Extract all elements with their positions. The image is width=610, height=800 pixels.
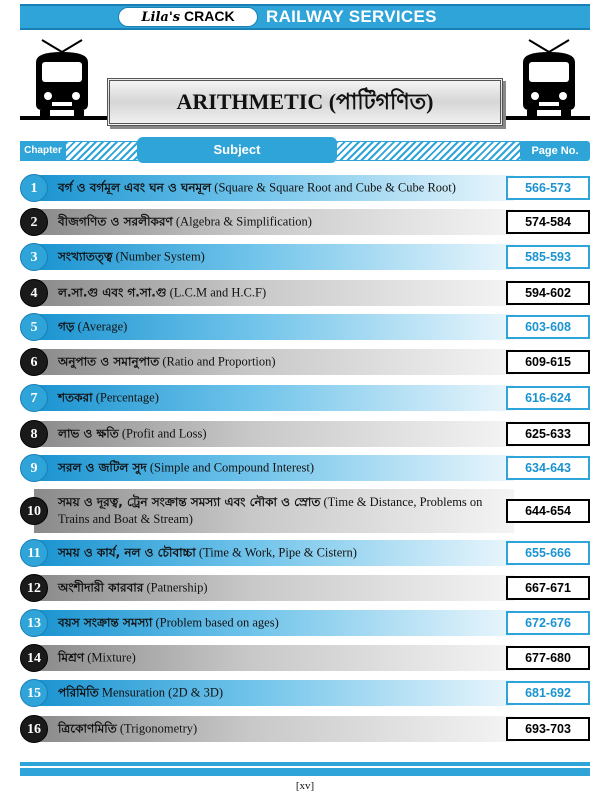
header-stripe <box>66 141 138 161</box>
chapter-row <box>20 382 590 414</box>
chapter-number: 7 <box>20 384 48 412</box>
chapter-number: 15 <box>20 679 48 707</box>
chapter-row <box>20 572 590 604</box>
subject-english: (Patnership) <box>146 580 208 595</box>
chapter-subject <box>58 426 498 443</box>
chapter-row <box>20 642 590 674</box>
subject-bengali: পরিমিতি <box>58 685 99 700</box>
header-stripe <box>336 141 522 161</box>
chapter-number: 16 <box>20 715 48 743</box>
subject-english: (Time & Distance, Problems on Trains and Boat & Stream) <box>58 495 483 526</box>
chapter-subject <box>58 685 498 702</box>
chapter-row <box>20 172 590 204</box>
subject-english: (Ratio and Proportion) <box>162 354 276 369</box>
page-title: ARITHMETIC (পাটিগণিত) <box>176 89 434 114</box>
brand-word: CRACK <box>184 8 235 24</box>
page-range: 603-608 <box>506 315 590 339</box>
subject-bengali: লাভ ও ক্ষতি <box>58 426 119 441</box>
chapter-subject <box>58 319 498 336</box>
page-range: 681-692 <box>506 681 590 705</box>
subject-bengali: শতকরা <box>58 390 93 405</box>
chapter-number: 4 <box>20 279 48 307</box>
chapter-subject <box>58 545 498 562</box>
chapter-row <box>20 346 590 378</box>
train-front-icon <box>509 38 589 118</box>
subject-bengali: বীজগণিত ও সরলীকরণ <box>58 214 173 229</box>
subject-bengali: বর্গ ও বর্গমূল এবং ঘন ও ঘনমূল <box>58 180 212 195</box>
subject-bengali: ত্রিকোণমিতি <box>58 721 117 736</box>
chapter-subject <box>58 354 498 371</box>
chapter-subject <box>58 494 498 528</box>
chapter-number: 13 <box>20 609 48 637</box>
page-range: 594-602 <box>506 281 590 305</box>
chapter-number: 10 <box>20 497 48 525</box>
subject-english: (Percentage) <box>95 390 159 405</box>
chapter-subject <box>58 460 498 477</box>
chapter-subject <box>58 615 498 632</box>
subject-english: (Simple and Compound Interest) <box>149 460 315 475</box>
chapter-subject <box>58 650 498 667</box>
chapter-number: 11 <box>20 539 48 567</box>
chapter-number: 6 <box>20 348 48 376</box>
chapter-number: 1 <box>20 174 48 202</box>
subject-english: (Average) <box>77 319 128 334</box>
chapter-number: 2 <box>20 208 48 236</box>
chapter-number: 3 <box>20 243 48 271</box>
page-range: 693-703 <box>506 717 590 741</box>
subject-english: (Trigonometry) <box>119 721 198 736</box>
subject-bengali: সরল ও জটিল সুদ <box>58 460 147 475</box>
chapter-subject <box>58 249 498 266</box>
chapter-row <box>20 488 590 534</box>
page-range: 644-654 <box>506 499 590 523</box>
subject-bengali: অংশীদারী কারবার <box>58 580 144 595</box>
subject-english: Mensuration (2D & 3D) <box>101 685 224 700</box>
chapter-row <box>20 277 590 309</box>
page-range: 625-633 <box>506 422 590 446</box>
subject-bengali: ল.সা.গু এবং গ.সা.গু <box>58 285 167 300</box>
page-range: 667-671 <box>506 576 590 600</box>
chapter-row <box>20 206 590 238</box>
brand-logo <box>118 7 258 27</box>
subject-english: (L.C.M and H.C.F) <box>169 285 267 300</box>
chapter-row <box>20 607 590 639</box>
rail-line <box>20 116 112 120</box>
page-range: 634-643 <box>506 456 590 480</box>
rail-line <box>498 116 590 120</box>
brand-script: Lila's <box>141 10 181 25</box>
header-chapter: Chapter <box>20 141 66 161</box>
page-range: 574-584 <box>506 210 590 234</box>
page-range: 616-624 <box>506 386 590 410</box>
chapter-number: 9 <box>20 454 48 482</box>
subject-bengali: অনুপাত ও সমানুপাত <box>58 354 160 369</box>
page-range: 677-680 <box>506 646 590 670</box>
train-front-icon <box>22 38 102 118</box>
chapter-subject <box>58 180 498 197</box>
chapter-row <box>20 311 590 343</box>
subject-bengali: সময় ও কার্য, নল ও চৌবাচ্চা <box>58 545 196 560</box>
page-range: 609-615 <box>506 350 590 374</box>
page-range: 672-676 <box>506 611 590 635</box>
header-page-no: Page No. <box>520 141 590 161</box>
chapter-row <box>20 418 590 450</box>
subject-bengali: সংখ্যাতত্ত্ব <box>58 249 113 264</box>
chapter-number: 12 <box>20 574 48 602</box>
subject-english: (Profit and Loss) <box>121 426 207 441</box>
chapter-row <box>20 713 590 745</box>
subject-english: (Algebra & Simplification) <box>175 214 312 229</box>
chapter-number: 8 <box>20 420 48 448</box>
page-range: 655-666 <box>506 541 590 565</box>
chapter-row <box>20 537 590 569</box>
title-plate <box>107 78 503 126</box>
chapter-subject <box>58 721 498 738</box>
page-range: 585-593 <box>506 245 590 269</box>
chapter-subject <box>58 285 498 302</box>
header-subject: Subject <box>137 137 337 163</box>
chapter-row <box>20 452 590 484</box>
subject-english: (Mixture) <box>87 650 136 665</box>
subject-english: (Problem based on ages) <box>155 615 279 630</box>
chapter-row <box>20 241 590 273</box>
subject-english: (Square & Square Root and Cube & Cube Root) <box>214 180 456 195</box>
chapter-number: 5 <box>20 313 48 341</box>
chapter-number: 14 <box>20 644 48 672</box>
footer-page-number: [xv] <box>295 780 315 792</box>
page-range: 566-573 <box>506 176 590 200</box>
subject-bengali: বয়স সংক্রান্ত সমস্যা <box>58 615 153 630</box>
subject-english: (Number System) <box>115 249 205 264</box>
chapter-subject <box>58 214 498 231</box>
bottom-bar <box>20 762 590 776</box>
subject-bengali: সময় ও দূরত্ব, ট্রেন সংক্রান্ত সমস্যা এবং নৌকা ও স্রোত <box>58 495 321 509</box>
subject-bengali: গড় <box>58 319 75 334</box>
banner-title: RAILWAY SERVICES <box>266 7 437 26</box>
subject-bengali: মিশ্রণ <box>58 650 85 665</box>
subject-english: (Time & Work, Pipe & Cistern) <box>198 545 357 560</box>
chapter-subject <box>58 580 498 597</box>
chapter-row <box>20 677 590 709</box>
chapter-subject <box>58 390 498 407</box>
